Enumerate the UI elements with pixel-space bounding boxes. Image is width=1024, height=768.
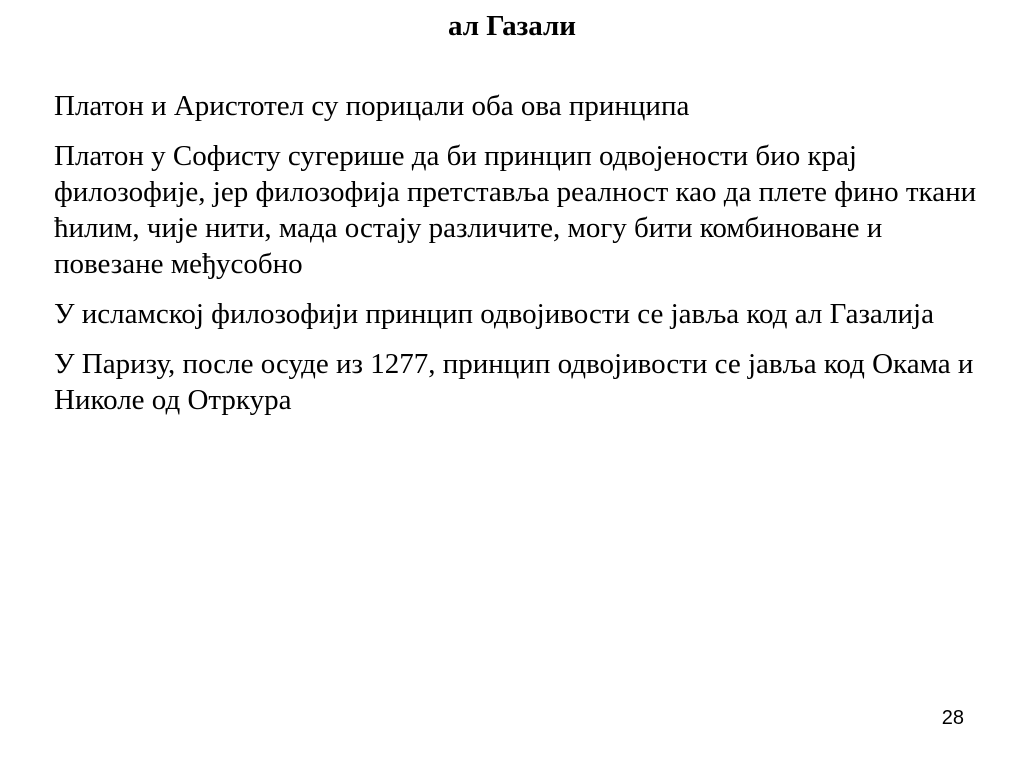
- slide-title: ал Газали: [447, 10, 577, 42]
- paragraph-paris-1277: У Паризу, после осуде из 1277, принцип одвојивости се јавља код Окама и Николе од Отркура: [54, 348, 974, 416]
- paragraph-islamic-philosophy: У исламској филозофији принцип одвојивости се јавља код ал Газалија: [54, 298, 934, 330]
- slide-body: [54, 88, 984, 432]
- page-number: 28: [941, 707, 964, 729]
- paragraph-sophist: Платон у Софисту сугерише да би принцип одвојености био крај филозофије, јер филозофија претставља реалност као да плете фино ткани ћилим, чије нити, мада остају различите, могу бити комбиноване и повезане међусобно: [54, 140, 977, 280]
- paragraph-plato-aristotle: Платон и Аристотел су порицали оба ова принципа: [54, 90, 690, 122]
